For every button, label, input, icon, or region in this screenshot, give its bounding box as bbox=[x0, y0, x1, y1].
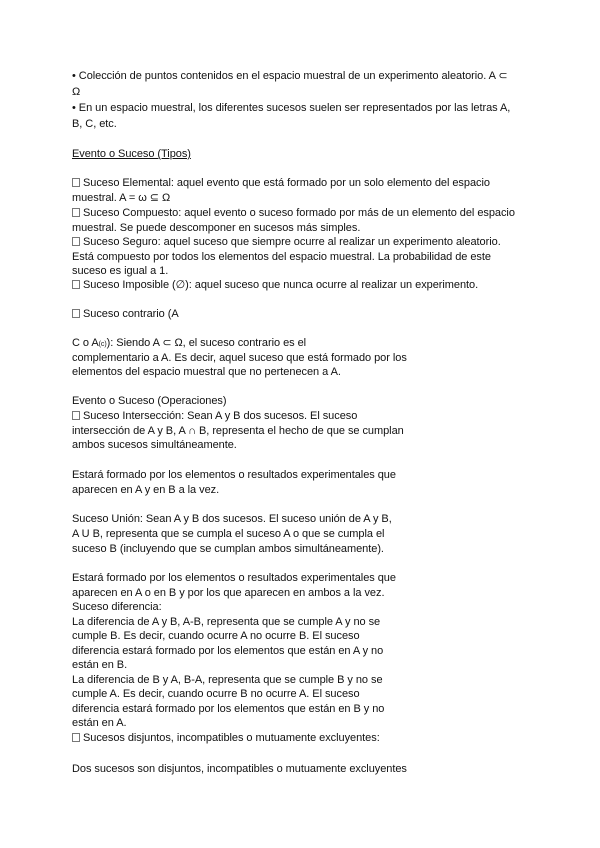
item-text: Suceso Seguro: aquel suceso que siempre ocurre al realizar un experimento aleatorio. bbox=[83, 236, 501, 248]
item-text: Suceso Intersección: Sean A y B dos sucesos. El suceso bbox=[83, 410, 358, 422]
text-line: suceso B (incluyendo que se cumplan ambos simultáneamente). bbox=[72, 543, 384, 555]
checkbox-icon bbox=[72, 280, 80, 289]
text-line: intersección de A y B, A ∩ B, representa el hecho de que se cumplan bbox=[72, 425, 404, 437]
checkbox-icon bbox=[72, 309, 80, 318]
text-line: complementario a A. Es decir, aquel suceso que está formado por los bbox=[72, 352, 407, 364]
section-heading-operaciones: Evento o Suceso (Operaciones) bbox=[72, 395, 227, 407]
list-item bbox=[72, 176, 490, 190]
list-item bbox=[72, 409, 357, 423]
list-item bbox=[72, 278, 478, 292]
text-line: Está compuesto por todos los elementos del espacio muestral. La probabilidad de este bbox=[72, 251, 491, 263]
text-line: Suceso diferencia: bbox=[72, 601, 162, 613]
text-line: Suceso Unión: Sean A y B dos sucesos. El suceso unión de A y B, bbox=[72, 513, 392, 525]
item-text: Suceso contrario (A bbox=[83, 308, 179, 320]
text-line: Estará formado por los elementos o resultados experimentales que bbox=[72, 572, 396, 584]
checkbox-icon bbox=[72, 178, 80, 187]
checkbox-icon bbox=[72, 208, 80, 217]
text-line bbox=[72, 336, 306, 352]
list-item bbox=[72, 307, 179, 321]
section-heading-tipos: Evento o Suceso (Tipos) bbox=[72, 148, 191, 160]
item-text: Suceso Elemental: aquel evento que está formado por un solo elemento del espacio bbox=[83, 177, 490, 189]
bullet-line: • Colección de puntos contenidos en el espacio muestral de un experimento aleatorio. A ⊂ bbox=[72, 70, 508, 82]
text-line: La diferencia de A y B, A-B, representa que se cumple A y no se bbox=[72, 616, 381, 628]
item-text: Suceso Compuesto: aquel evento o suceso formado por más de un elemento del espacio bbox=[83, 207, 515, 219]
item-text: Sucesos disjuntos, incompatibles o mutuamente excluyentes: bbox=[83, 732, 380, 744]
list-item bbox=[72, 206, 515, 220]
list-item bbox=[72, 731, 380, 745]
text-line: B, C, etc. bbox=[72, 118, 117, 130]
text-line: elementos del espacio muestral que no pertenecen a A. bbox=[72, 366, 341, 378]
text-line: diferencia estará formado por los elementos que están en A y no bbox=[72, 645, 384, 657]
text-line: A U B, representa que se cumpla el suceso A o que se cumpla el bbox=[72, 528, 385, 540]
text-line: Ω bbox=[72, 86, 81, 98]
item-text: Suceso Imposible (∅): aquel suceso que nunca ocurre al realizar un experimento. bbox=[83, 279, 479, 291]
checkbox-icon bbox=[72, 411, 80, 420]
text-line: Estará formado por los elementos o resultados experimentales que bbox=[72, 469, 396, 481]
text-line: diferencia estará formado por los elementos que están en B y no bbox=[72, 703, 385, 715]
text-line: cumple A. Es decir, cuando ocurre B no ocurre A. El suceso bbox=[72, 688, 360, 700]
text-line: están en A. bbox=[72, 717, 127, 729]
text-line: aparecen en A o en B y por los que aparecen en ambos a la vez. bbox=[72, 587, 385, 599]
checkbox-icon bbox=[72, 733, 80, 742]
list-item bbox=[72, 235, 501, 249]
subscript: (c) bbox=[98, 341, 107, 348]
text-line: ambos sucesos simultáneamente. bbox=[72, 439, 237, 451]
text-line: suceso es igual a 1. bbox=[72, 265, 169, 277]
checkbox-icon bbox=[72, 237, 80, 246]
text-line: Dos sucesos son disjuntos, incompatibles o mutuamente excluyentes bbox=[72, 763, 407, 775]
text-line: están en B. bbox=[72, 659, 128, 671]
text-line: cumple B. Es decir, cuando ocurre A no ocurre B. El suceso bbox=[72, 630, 360, 642]
text-line: aparecen en A y en B a la vez. bbox=[72, 484, 220, 496]
text-fragment: C o A bbox=[72, 337, 99, 349]
text-line: La diferencia de B y A, B-A, representa que se cumple B y no se bbox=[72, 674, 383, 686]
text-line: muestral. Se puede descomponer en sucesos más simples. bbox=[72, 222, 361, 234]
bullet-line: • En un espacio muestral, los diferentes sucesos suelen ser representados por las letras A, bbox=[72, 102, 511, 114]
text-line: muestral. A = ω ⊆ Ω bbox=[72, 192, 171, 204]
text-fragment: ): Siendo A ⊂ Ω, el suceso contrario es el bbox=[106, 337, 307, 349]
